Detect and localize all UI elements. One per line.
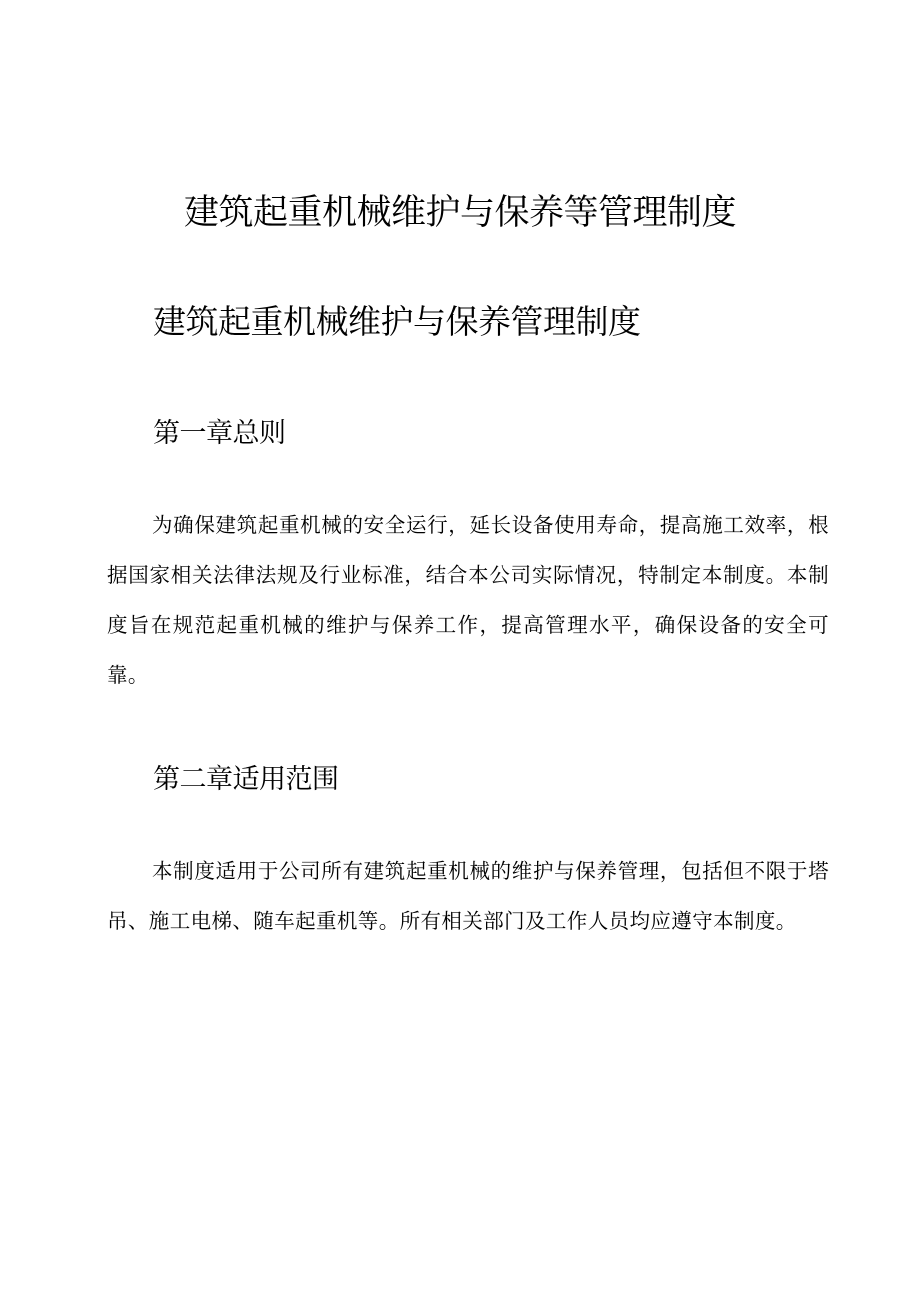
chapter-2-heading: 第二章适用范围 [153,764,339,795]
chapter-1-paragraph: 为确保建筑起重机械的安全运行，延长设备使用寿命，提高施工效率，根据国家相关法律法规及行业标准，结合本公司实际情况，特制定本制度。本制度旨在规范起重机械的维护与保养工作，提高管理水平，确保设备的安全可靠。 [107,513,829,687]
document-subtitle: 建筑起重机械维护与保养管理制度 [153,302,641,341]
chapter-2-paragraph: 本制度适用于公司所有建筑起重机械的维护与保养管理，包括但不限于塔吊、施工电梯、随车起重机等。所有相关部门及工作人员均应遵守本制度。 [107,859,829,933]
document-title: 建筑起重机械维护与保养等管理制度 [183,193,736,233]
chapter-1-heading: 第一章总则 [153,418,286,449]
